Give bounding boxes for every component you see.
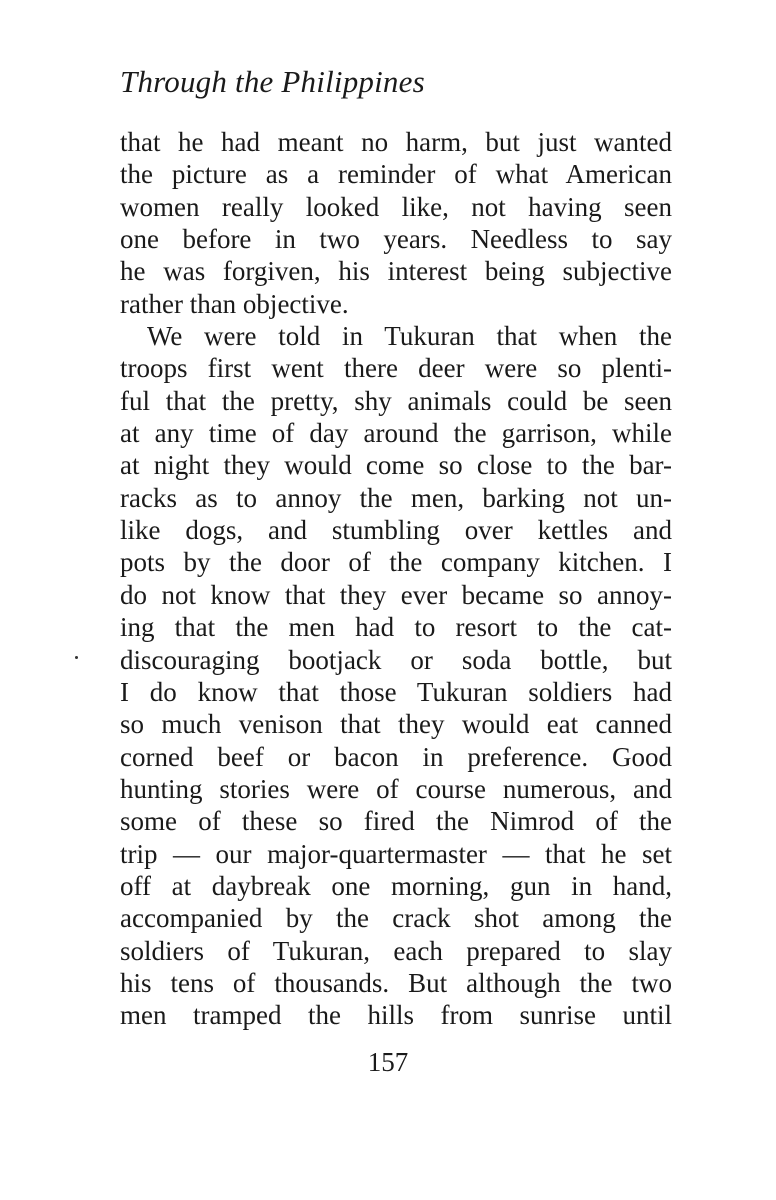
text-line: at night they would come so close to the bar- xyxy=(120,450,672,481)
text-line: so much venison that they would eat canned xyxy=(120,709,672,740)
text-line: off at daybreak one morning, gun in hand, xyxy=(120,870,672,901)
text-line: women really looked like, not having seen xyxy=(120,191,672,222)
text-line: soldiers of Tukuran, each prepared to slay xyxy=(120,935,672,966)
text-line: some of these so fired the Nimrod of the xyxy=(120,806,672,837)
text-line: the picture as a reminder of what American xyxy=(120,159,672,190)
text-line: I do know that those Tukuran soldiers had xyxy=(120,676,672,707)
text-line: corned beef or bacon in preference. Good xyxy=(120,741,672,772)
text-line: troops first went there deer were so plenti- xyxy=(120,353,672,384)
text-line: rather than objective. xyxy=(120,288,349,319)
text-line: ful that the pretty, shy animals could be seen xyxy=(120,385,672,416)
text-line: one before in two years. Needless to say xyxy=(120,224,672,255)
text-line: accompanied by the crack shot among the xyxy=(120,903,672,934)
text-line: racks as to annoy the men, barking not un- xyxy=(120,482,672,513)
margin-speck xyxy=(75,656,78,659)
running-head: Through the Philippines xyxy=(120,64,425,99)
text-line: like dogs, and stumbling over kettles and xyxy=(120,515,672,546)
text-line: discouraging bootjack or soda bottle, but xyxy=(120,644,672,675)
text-line: do not know that they ever became so annoy- xyxy=(120,579,672,610)
text-line: men tramped the hills from sunrise until xyxy=(120,1000,672,1031)
page-number: 157 xyxy=(367,1047,409,1077)
text-line: hunting stories were of course numerous, and xyxy=(120,773,672,804)
text-line: at any time of day around the garrison, while xyxy=(120,418,672,449)
text-line: he was forgiven, his interest being subjective xyxy=(120,256,672,287)
text-line: that he had meant no harm, but just wanted xyxy=(120,127,672,157)
text-line: his tens of thousands. But although the two xyxy=(120,967,672,998)
text-line: ing that the men had to resort to the cat- xyxy=(120,612,672,643)
text-line: We were told in Tukuran that when the xyxy=(147,321,672,352)
text-line: pots by the door of the company kitchen. I xyxy=(120,547,672,578)
body-text xyxy=(120,126,672,1032)
text-line: trip — our major-quartermaster — that he set xyxy=(120,838,672,869)
